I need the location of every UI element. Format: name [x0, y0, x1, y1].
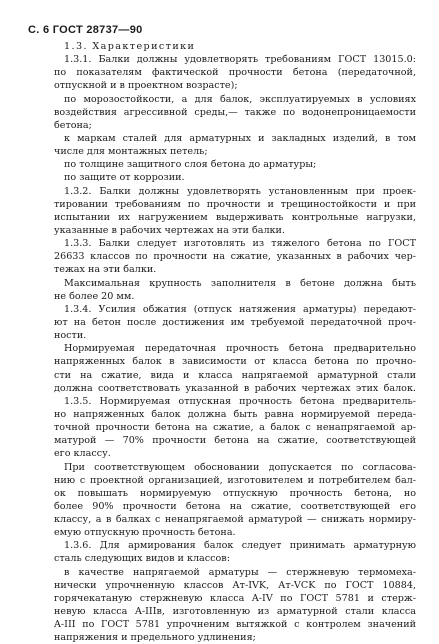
text-line: 1.3.1. Балки должны удовлетворять требованиям ГОСТ 13015.0:: [64, 54, 416, 66]
text-line: сталь следующих видов и классов:: [54, 553, 230, 565]
page-header: [28, 24, 143, 36]
text-line: испытании их нагружением выдерживать контрольные нагрузки,: [54, 211, 416, 223]
text-line: невую класса A-IIIв, изготовленную из арматурной стали класса: [54, 606, 416, 618]
text-line: матурой — 70% прочности бетона на сжатие, соответствующей: [54, 435, 416, 447]
text-line: A-III по ГОСТ 5781 упрочненим вытяжкой с контролем значений: [54, 619, 416, 631]
text-line: ности.: [54, 330, 87, 342]
text-line: указанные в рабочих чертежах на эти балки.: [54, 224, 285, 236]
text-line: по показателям фактической прочности бетона (передаточной,: [54, 67, 416, 79]
text-line: При соответствующем обосновании допускается по согласова-: [64, 461, 416, 473]
text-line: 1.3.5. Нормируемая отпускная прочность бетона предваритель-: [64, 395, 416, 407]
text-line: по защите от коррозии.: [64, 172, 185, 184]
text-line: 1.3.6. Для армирования балок следует принимать арматурную: [64, 540, 416, 552]
text-line: точной прочности бетона на сжатие, а балок с ненапрягаемой ар-: [54, 422, 416, 434]
text-line: но напряженных балок должна быть равна нормируемой переда-: [54, 408, 416, 420]
text-line: ют на бетон после достижения им требуемой передаточной проч-: [54, 316, 416, 328]
text-line: нию с проектной организацией, изготовителем и потребителем бал-: [54, 474, 416, 486]
text-line: должна соответствовать указанной в рабочих чертежах этих балок.: [54, 382, 416, 394]
text-line: отпускной и в проектном возрасте);: [54, 80, 238, 92]
text-line: к маркам сталей для арматурных и закладных изделий, в том: [64, 132, 416, 144]
text-line: по толщине защитного слоя бетона до арматуры;: [64, 159, 317, 171]
text-line: по морозостойкости, а для балок, эксплуатируемых в условиях: [64, 93, 416, 105]
text-line: не более 20 мм.: [54, 290, 135, 302]
text-line: 1.3.3. Балки следует изготовлять из тяжелого бетона по ГОСТ: [64, 238, 416, 250]
text-line: напряжения и предельного удлинения;: [54, 632, 256, 644]
text-line: нически упрочненную классов Ат-IVK, Ат-VCK по ГОСТ 10884,: [54, 579, 416, 591]
text-line: числе для монтажных петель;: [54, 146, 208, 158]
text-line: ок повышать нормируемую отпускную прочность бетона, но: [54, 487, 416, 499]
text-line: тежах на эти балки.: [54, 264, 157, 276]
text-line: Нормируемая передаточная прочность бетона предварительно: [64, 343, 416, 355]
text-line: горячекатаную стержневую класса A-IV по ГОСТ 5781 и стерж-: [54, 592, 416, 604]
text-line: емую отпускную прочность бетона.: [54, 527, 236, 539]
text-line: Максимальная крупность заполнителя в бетоне должна быть: [64, 277, 416, 289]
document-body: [54, 40, 416, 644]
text-line: воздействия агрессивной среды,— также по водонепроницаемости: [54, 106, 416, 118]
text-line: 1.3.4. Усилия обжатия (отпуск натяжения арматуры) передают-: [64, 303, 416, 315]
text-line: тировании требованиям по прочности и трещиностойкости и при: [54, 198, 416, 210]
text-line: напряженных балок в зависимости от класса бетона по прочно-: [54, 356, 416, 368]
section-heading: 1.3. Характеристики: [64, 41, 196, 52]
text-line: его классу.: [54, 448, 111, 460]
text-line: классу, а в балках с ненапрягаемой арматурой — снижать нормиру-: [54, 514, 416, 526]
text-line: в качестве напрягаемой арматуры — стержневую термомеха-: [64, 566, 416, 578]
text-line: 1.3.2. Балки должны удовлетворять установленным при проек-: [64, 185, 416, 197]
text-line: 26633 классов по прочности на сжатие, указанных в рабочих чер-: [54, 251, 416, 263]
text-line: более 90% прочности бетона на сжатие, соответствующей его: [54, 500, 416, 512]
text-line: сти на сжатие, вида и класса напрягаемой арматурной стали: [54, 369, 416, 381]
text-line: бетона;: [54, 119, 92, 131]
page-number-label: С. 6 ГОСТ 28737—90: [28, 24, 143, 36]
